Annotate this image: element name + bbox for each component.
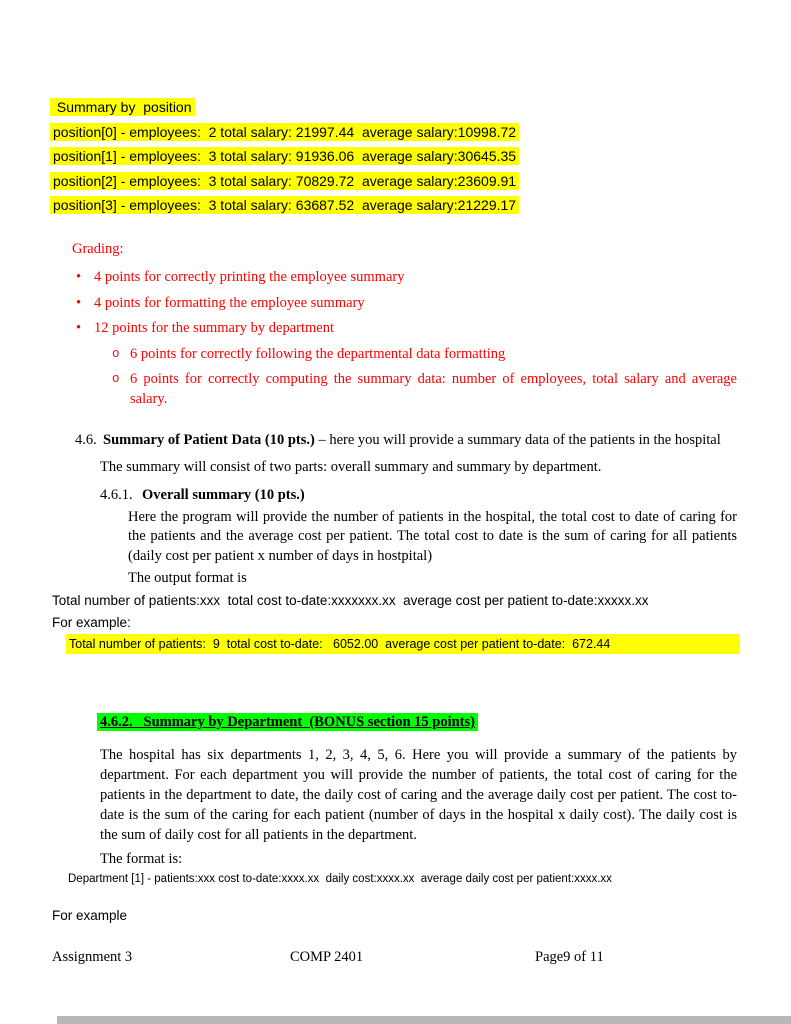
section-4-6-2 (0, 712, 791, 887)
format-label: The format is: (100, 851, 183, 867)
grading-sub-bullet: 6 points for correctly following the departmental data formatting (130, 345, 506, 362)
output-line (50, 193, 519, 218)
section-number: 4.6.1. (100, 486, 133, 503)
list-item (76, 294, 737, 314)
output-line (50, 144, 519, 169)
for-example-label: For example: (52, 615, 131, 630)
output-title-line (50, 95, 519, 120)
list-item (112, 345, 737, 365)
output-line (50, 120, 519, 145)
sub-bullet-icon: o (112, 372, 120, 386)
highlighted-text: 4.6.2. Summary by Department (BONUS section 15 points) (97, 713, 478, 731)
bullet-icon: • (76, 320, 82, 336)
program-output-summary-by-position (50, 95, 519, 218)
section-title-rest: – here you will provide a summary data of the patients in the hospital (314, 432, 721, 448)
list-item (76, 268, 737, 288)
grading-sub-bullet: 6 points for correctly computing the summary data: number of employees, total salary and average salary. (130, 371, 737, 407)
bullet-icon: • (76, 269, 82, 285)
grading-section (72, 240, 737, 415)
grading-bullet: 4 points for correctly printing the employee summary (94, 269, 405, 285)
highlighted-text: position[3] - employees: 3 total salary: 63687.52 average salary:21229.17 (50, 196, 519, 214)
highlighted-text: Total number of patients: 9 total cost to-date: 6052.00 average cost per patient to-date: 672.44 (66, 634, 740, 654)
section-4-6-1-title: Overall summary (10 pts.) (142, 486, 305, 503)
section-number: 4.6. (75, 432, 97, 448)
highlighted-text: position[1] - employees: 3 total salary: 91936.06 average salary:30645.35 (50, 147, 519, 165)
bullet-icon: • (76, 294, 82, 311)
footer-course: COMP 2401 (290, 949, 364, 965)
section-4-6-2-body: The hospital has six departments 1, 2, 3, 4, 5, 6. Here you will provide a summary of the patients by department. For each department you will provide the number of patients, the total cost of caring for the patients in the department to date, the daily cost of caring and the average daily cost per patient. The cost to-date is the sum of the caring for each patient (number of days in the hospital x daily cost). The daily cost is the sum of daily cost for all patients in the department. (100, 747, 737, 843)
grading-title: Grading: (72, 241, 124, 257)
page-bottom-edge (57, 1016, 791, 1024)
footer-page-number: Page9 of 11 (535, 949, 604, 965)
output-format-label: The output format is (128, 570, 247, 586)
example-output-line (66, 634, 791, 654)
section-4-6-heading (75, 430, 737, 451)
section-4-6-intro: The summary will consist of two parts: overall summary and summary by department. (100, 458, 602, 475)
highlighted-text: Summary by position (50, 98, 195, 116)
section-4-6-1-body: Here the program will provide the number of patients in the hospital, the total cost to date of caring for the patients and the average cost per patient. The total cost to date is the sum of caring for all patients (daily cost per patient x number of days in hostpital) (128, 508, 737, 564)
footer-assignment: Assignment 3 (52, 949, 133, 965)
output-format-line: Total number of patients:xxx total cost to-date:xxxxxxx.xx average cost per patient to-date:xxxxx.xx (52, 593, 649, 608)
list-item (112, 370, 737, 409)
highlighted-text: position[2] - employees: 3 total salary: 70829.72 average salary:23609.91 (50, 172, 519, 190)
section-4-6-title (103, 430, 737, 451)
department-format-line: Department [1] - patients:xxx cost to-date:xxxx.xx daily cost:xxxx.xx average daily cost per patient:xxxx.xx (68, 873, 612, 885)
grading-bullet: 12 points for the summary by department (94, 320, 335, 336)
highlighted-text: position[0] - employees: 2 total salary: 21997.44 average salary:10998.72 (50, 123, 519, 141)
output-line (50, 169, 519, 194)
section-title-bold: Summary of Patient Data (10 pts.) (103, 432, 315, 448)
sub-bullet-icon: o (112, 346, 120, 361)
for-example-label-bottom: For example (52, 908, 128, 923)
section-4-6-2-heading (97, 712, 791, 732)
section-4-6-1-heading (100, 485, 791, 505)
section-4-6 (0, 430, 791, 654)
list-item (76, 319, 737, 339)
grading-bullet: 4 points for formatting the employee summary (94, 294, 365, 311)
